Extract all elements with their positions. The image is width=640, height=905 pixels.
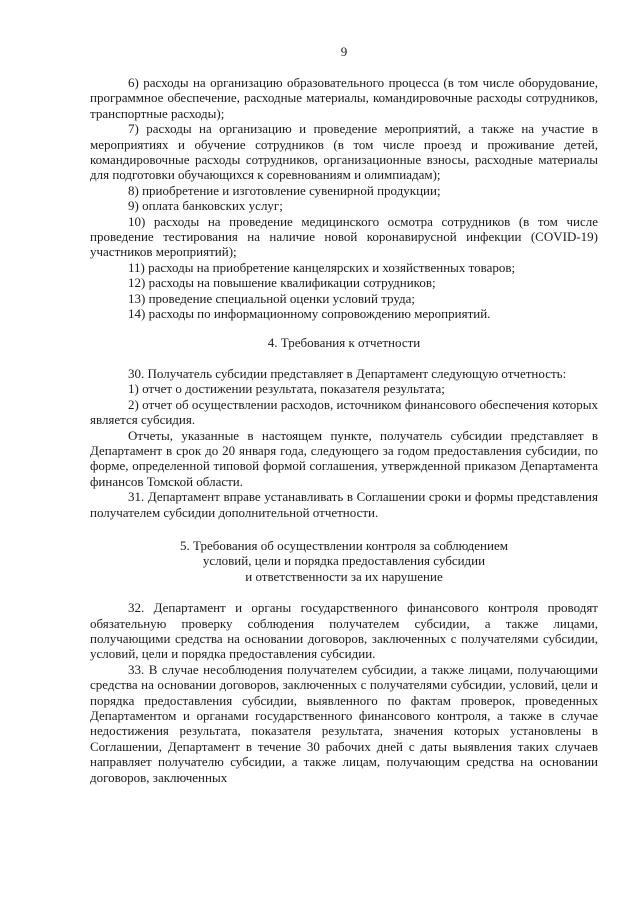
list-item: 6) расходы на организацию образовательного процесса (в том числе оборудование, программное обеспечение, расходные материалы, командировочные расходы сотрудников, транспортные расходы); bbox=[90, 75, 598, 121]
list-item: 8) приобретение и изготовление сувенирной продукции; bbox=[128, 182, 441, 198]
list-item: 10) расходы на проведение медицинского осмотра сотрудников (в том числе проведение тестирования на наличие новой коронавирусной инфекции (COVID-19) участников мероприятий); bbox=[90, 213, 598, 260]
page-number: 9 bbox=[340, 44, 348, 59]
list-item: 13) проведение специальной оценки условий труда; bbox=[128, 290, 416, 306]
document-body bbox=[90, 75, 598, 785]
list-item: 11) расходы на приобретение канцелярских и хозяйственных товаров; bbox=[128, 259, 516, 275]
paragraph-30: 30. Получатель субсидии представляет в Департамент следующую отчетность: bbox=[128, 365, 567, 381]
paragraph-30-reports: Отчеты, указанные в настоящем пункте, получатель субсидии представляет в Департамент в срок до 20 января года, следующего за годом предоставления субсидии, по форме, определенной типовой формой соглашения, утвержденной приказом Департамента финансов Томской области. bbox=[90, 427, 598, 489]
paragraph-33: 33. В случае несоблюдения получателем субсидии, а также лицами, получающими средства на основании договоров, заключенных с получателями субсидии, условий, цели и порядка предоставления субсидии, выявленного по фактам проверок, проведенных Департаментом и органами государственного финансового контроля, а также в случае недостижения результата, показателя результата, значения которых установлены в Соглашении, Департамент в течение 30 рабочих дней с даты выявления таких случаев направляет получателю субсидии, а также лицам, получающим средства на основании договоров, заключенных bbox=[90, 661, 598, 785]
list-item: 14) расходы по информационному сопровождению мероприятий. bbox=[128, 306, 491, 322]
section-5-heading-line: 5. Требования об осуществлении контроля за соблюдением bbox=[180, 537, 508, 553]
section-4-heading: 4. Требования к отчетности bbox=[267, 334, 421, 350]
paragraph-30-item-2: 2) отчет об осуществлении расходов, источником финансового обеспечения которых является субсидия. bbox=[90, 396, 598, 428]
paragraph-30-item-1: 1) отчет о достижении результата, показателя результата; bbox=[128, 381, 445, 397]
section-5-heading-line: условий, цели и порядка предоставления субсидии bbox=[202, 553, 486, 569]
paragraph-32: 32. Департамент и органы государственного финансового контроля проводят обязательную проверку соблюдения получателем субсидии, а также лицами, получающими средства на основании договоров, заключенных с получателями субсидии, условий, цели и порядка предоставления субсидии. bbox=[90, 600, 598, 662]
list-item: 9) оплата банковских услуг; bbox=[128, 198, 283, 214]
list-item: 7) расходы на организацию и проведение мероприятий, а также на участие в мероприятиях и обучение сотрудников (в том числе проезд и проживание детей, командировочные расходы сотрудников, организационные взносы, расходные материалы для подготовки обучающихся к соревнованиям и олимпиадам); bbox=[90, 121, 598, 183]
section-5-heading-line: и ответственности за их нарушение bbox=[245, 568, 443, 584]
paragraph-31: 31. Департамент вправе устанавливать в Соглашении сроки и формы представления получателем субсидии дополнительной отчетности. bbox=[90, 489, 598, 520]
list-item: 12) расходы на повышение квалификации сотрудников; bbox=[128, 275, 436, 291]
